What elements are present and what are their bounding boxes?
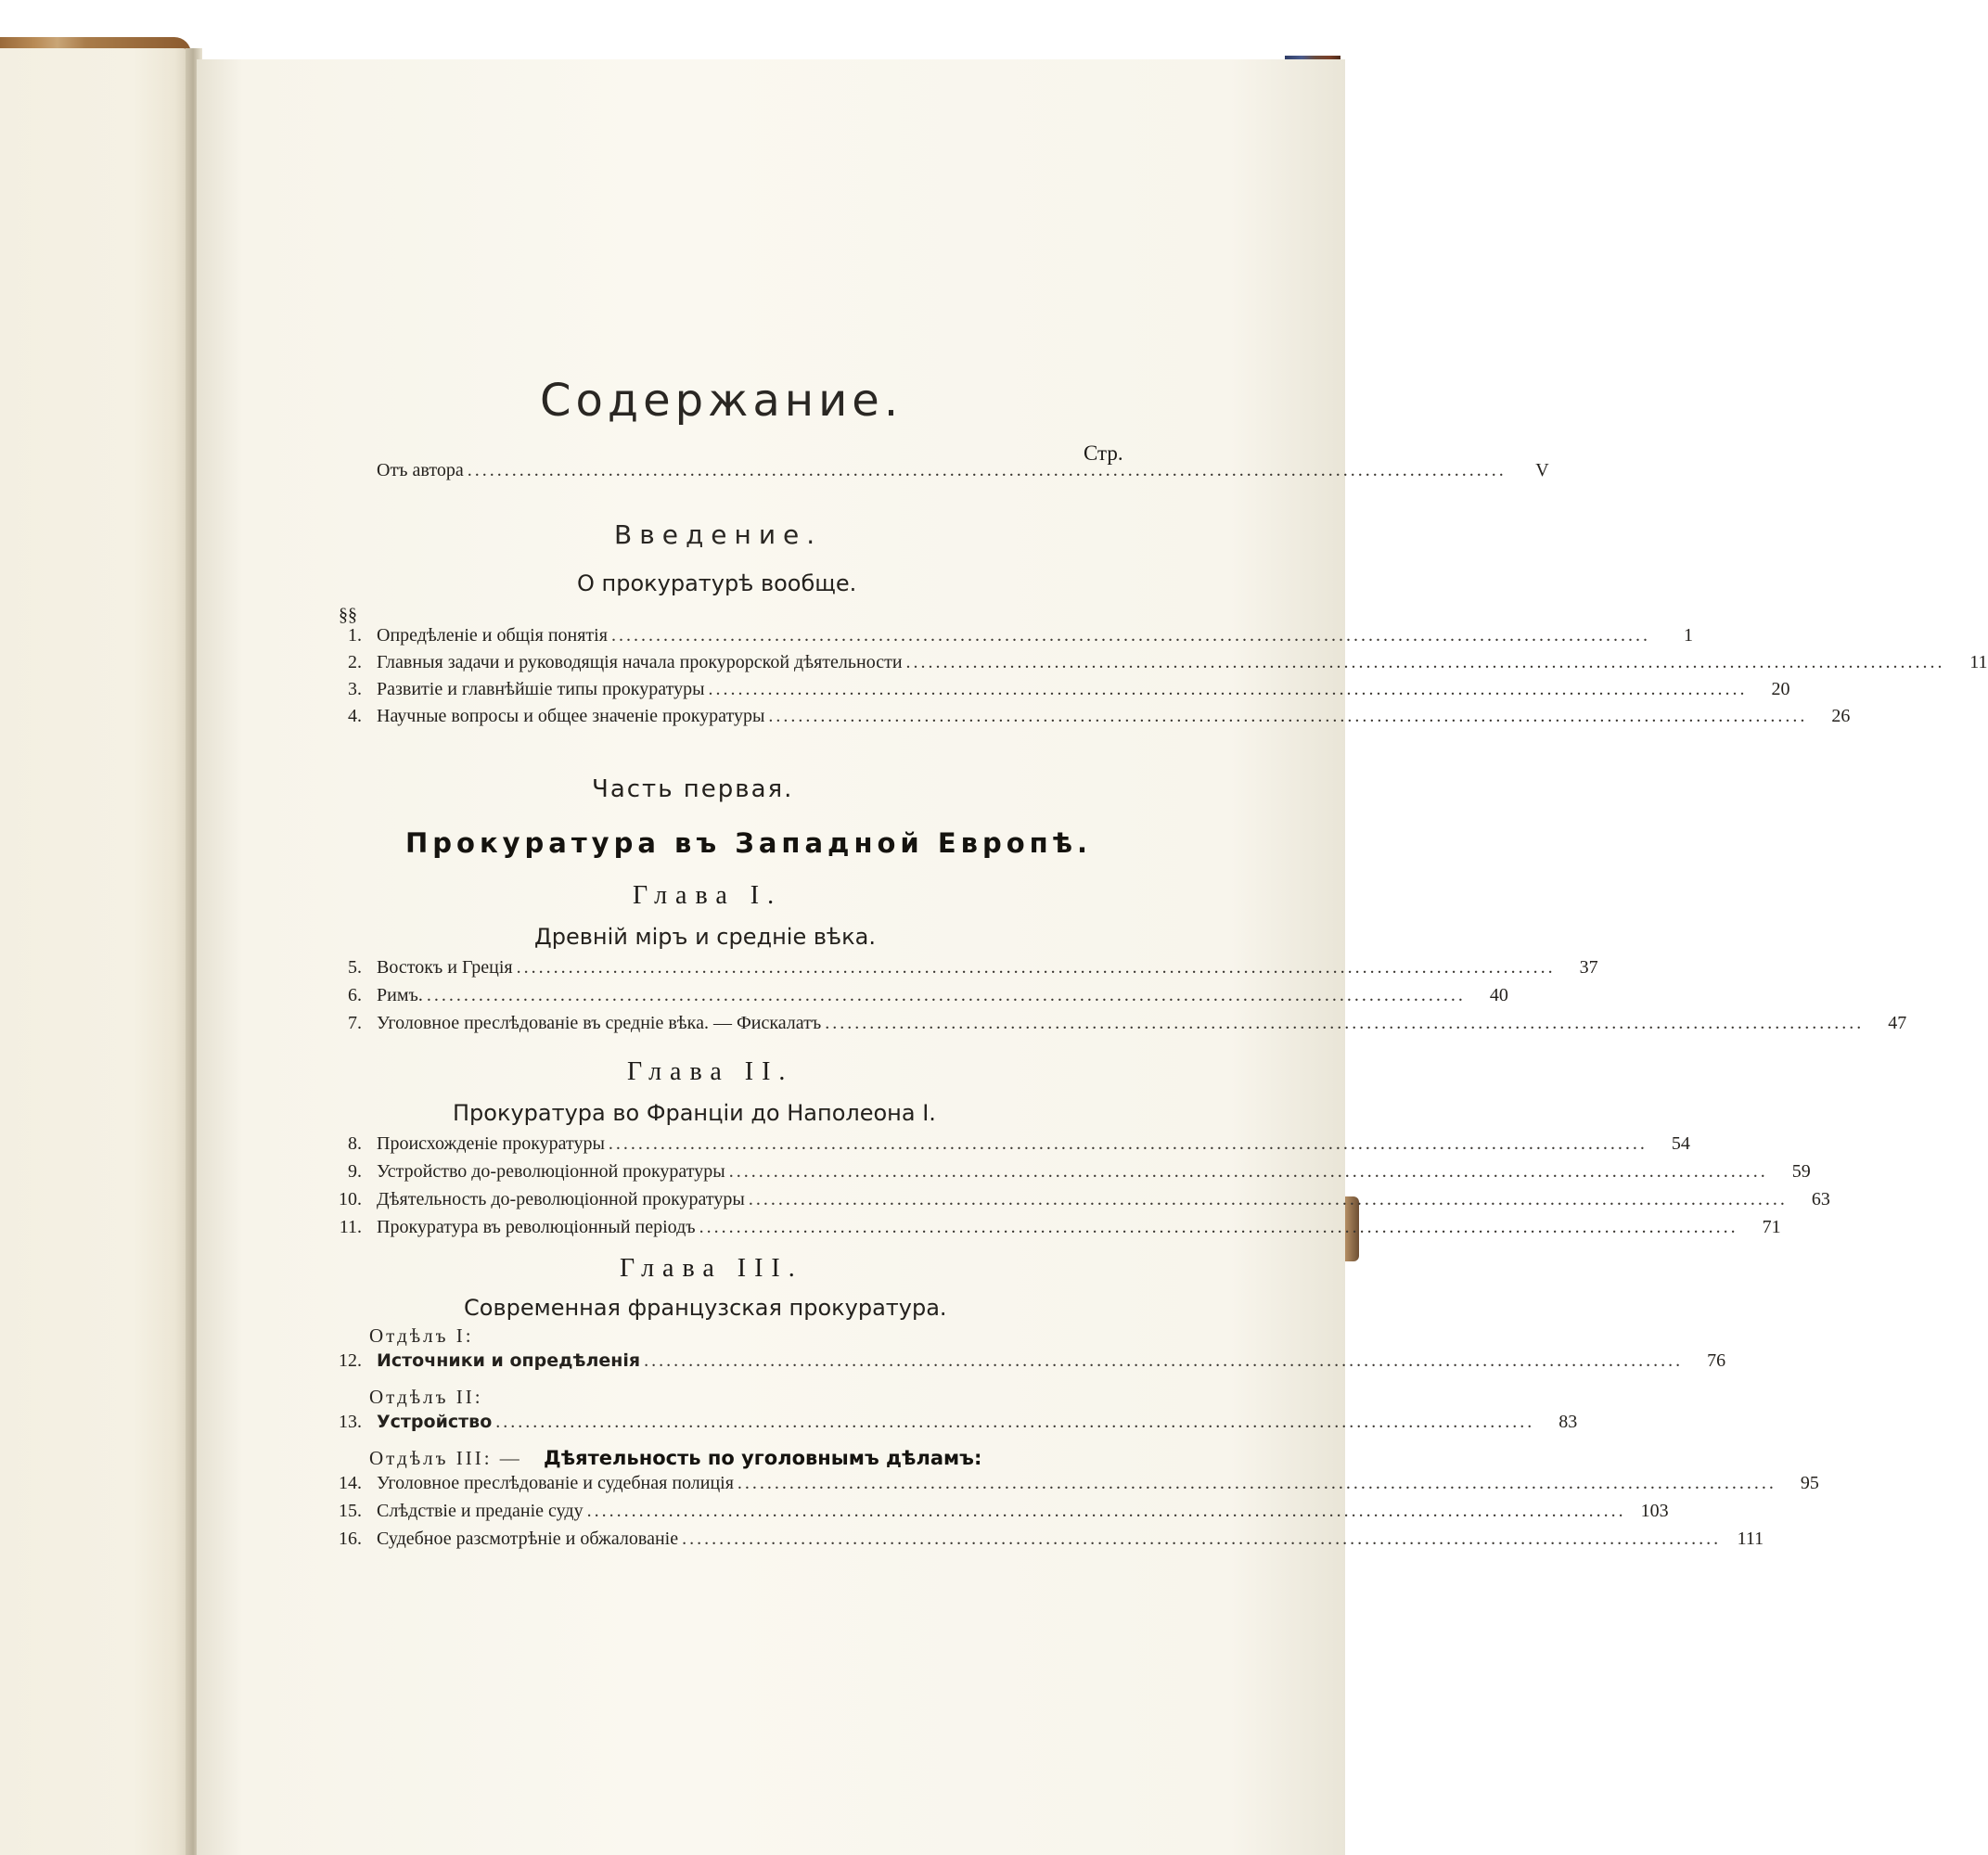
toc-entry-number: 3. xyxy=(348,679,362,699)
toc-entry[interactable] xyxy=(315,1217,1781,1245)
toc-entry-number: 10. xyxy=(339,1189,362,1209)
toc-entry-label: Востокъ и Греція xyxy=(377,957,513,978)
dot-leader: ............................................................................................................................................ xyxy=(467,460,1507,480)
toc-entry-page: 95 xyxy=(1800,1473,1819,1493)
chapter-heading: Глава I. xyxy=(633,881,783,910)
toc-entry[interactable] xyxy=(315,1473,1819,1501)
left-page xyxy=(0,48,190,1855)
toc-entry-label: Научные вопросы и общее значеніе прокуратуры xyxy=(377,706,765,726)
toc-entry[interactable] xyxy=(315,1501,1669,1529)
toc-entry-label: Устройство xyxy=(377,1412,493,1432)
toc-entry-number: 9. xyxy=(348,1161,362,1182)
page-column-label: Стр. xyxy=(1084,441,1123,465)
dot-leader: ............................................................................................................................................ xyxy=(586,1501,1626,1521)
toc-entry-page: 1 xyxy=(1683,625,1693,646)
toc-entry[interactable] xyxy=(315,625,1693,653)
chapter-heading: Глава II. xyxy=(627,1057,794,1086)
dot-leader: ............................................................................................................................................ xyxy=(682,1529,1722,1549)
part-heading: Часть первая. xyxy=(592,775,794,803)
toc-entry[interactable] xyxy=(315,985,1508,1013)
toc-entry[interactable] xyxy=(315,1013,1907,1041)
toc-entry-label: Дѣятельность до-революціонной прокуратуры xyxy=(377,1189,745,1209)
toc-entry-number: 7. xyxy=(348,1013,362,1033)
chapter-heading: Глава III. xyxy=(620,1254,803,1283)
toc-entry[interactable] xyxy=(315,957,1598,985)
part-title: Прокуратура въ Западной Европѣ. xyxy=(405,827,1093,859)
toc-entry-page: 47 xyxy=(1888,1013,1907,1033)
dot-leader: ............................................................................................................................................ xyxy=(825,1013,1865,1033)
dot-leader: ............................................................................................................................................ xyxy=(516,957,1556,978)
dot-leader: ............................................................................................................................................ xyxy=(905,652,1945,672)
toc-entry-label: Уголовное преслѣдованіе въ средніе вѣка. — Фискалатъ xyxy=(377,1013,822,1033)
intro-heading: Введение. xyxy=(614,519,823,550)
dot-leader: ............................................................................................................................................ xyxy=(608,1133,1648,1154)
toc-entry-label: Отъ автора xyxy=(377,460,464,480)
dot-leader: ............................................................................................................................................ xyxy=(728,1161,1768,1182)
toc-entry-number: 2. xyxy=(348,652,362,672)
toc-entry-number: 14. xyxy=(339,1473,362,1493)
toc-entry-number: 15. xyxy=(339,1501,362,1521)
dot-leader: ............................................................................................................................................ xyxy=(699,1217,1738,1237)
toc-entry[interactable] xyxy=(315,1350,1726,1378)
section-title: Дѣятельность по уголовнымъ дѣламъ: xyxy=(544,1447,982,1469)
section-marks: §§ xyxy=(339,605,357,625)
toc-entry-number: 11. xyxy=(339,1217,362,1237)
toc-entry-number: 13. xyxy=(339,1412,362,1432)
chapter-subheading: Прокуратура во Франціи до Наполеона I. xyxy=(453,1100,936,1126)
toc-entry-number: 12. xyxy=(339,1350,362,1371)
toc-entry-page: 54 xyxy=(1671,1133,1690,1154)
toc-entry[interactable] xyxy=(315,1529,1764,1556)
toc-entry-label: Происхожденіе прокуратуры xyxy=(377,1133,605,1154)
toc-entry[interactable] xyxy=(315,706,1851,734)
toc-entry-page: 26 xyxy=(1831,706,1851,726)
toc-entry-page: 76 xyxy=(1707,1350,1726,1371)
toc-entry-page: 103 xyxy=(1640,1501,1669,1521)
dot-leader: ............................................................................................................................................ xyxy=(644,1350,1684,1371)
toc-entry-label: Уголовное преслѣдованіе и судебная полиція xyxy=(377,1473,734,1493)
toc-entry[interactable] xyxy=(315,1161,1811,1189)
toc-entry-page: 59 xyxy=(1791,1161,1811,1182)
toc-entry-number: 1. xyxy=(348,625,362,646)
toc-entry-number: 6. xyxy=(348,985,362,1005)
toc-entry[interactable] xyxy=(315,679,1790,707)
dot-leader: ............................................................................................................................................ xyxy=(768,706,1808,726)
dot-leader: ............................................................................................................................................ xyxy=(426,985,1466,1005)
section-label: Отдѣлъ III: — xyxy=(369,1447,522,1469)
intro-subheading: О прокуратурѣ вообще. xyxy=(577,570,857,596)
section-label: Отдѣлъ I: xyxy=(369,1324,474,1347)
toc-entry[interactable] xyxy=(315,1133,1690,1161)
toc-entry-number: 5. xyxy=(348,957,362,978)
dot-leader: ............................................................................................................................................ xyxy=(748,1189,1788,1209)
toc-entry-label: Опредѣленіе и общія понятія xyxy=(377,625,608,646)
toc-entry-page: V xyxy=(1535,460,1549,480)
dot-leader: ............................................................................................................................................ xyxy=(610,625,1650,646)
toc-entry-label: Прокуратура въ революціонный періодъ xyxy=(377,1217,696,1237)
section-label: Отдѣлъ II: xyxy=(369,1386,483,1408)
dot-leader: ............................................................................................................................................ xyxy=(737,1473,1776,1493)
toc-entry-number: 8. xyxy=(348,1133,362,1154)
toc-entry[interactable] xyxy=(315,1412,1578,1439)
dot-leader: ............................................................................................................................................ xyxy=(495,1412,1535,1432)
toc-entry-page: 20 xyxy=(1771,679,1790,699)
toc-entry-preface[interactable] xyxy=(330,460,1549,488)
chapter-subheading: Современная французская прокуратура. xyxy=(464,1295,947,1321)
page-title: Содержание. xyxy=(540,375,904,427)
chapter-subheading: Древній міръ и средніе вѣка. xyxy=(534,924,876,950)
toc-entry-page: 71 xyxy=(1762,1217,1781,1237)
toc-entry-label: Римъ. xyxy=(377,985,423,1005)
toc-entry-number: 4. xyxy=(348,706,362,726)
toc-entry-label: Устройство до-революціонной прокуратуры xyxy=(377,1161,725,1182)
toc-entry-number: 16. xyxy=(339,1529,362,1549)
toc-entry-label: Главныя задачи и руководящія начала прокурорской дѣятельности xyxy=(377,652,903,672)
toc-entry-label: Слѣдствіе и преданіе суду xyxy=(377,1501,584,1521)
dot-leader: ............................................................................................................................................ xyxy=(708,679,1748,699)
toc-entry-label: Источники и опредѣленія xyxy=(377,1350,641,1371)
toc-entry-page: 83 xyxy=(1558,1412,1578,1432)
toc-entry-page: 11 xyxy=(1969,652,1988,672)
toc-entry-page: 40 xyxy=(1489,985,1508,1005)
toc-entry-page: 63 xyxy=(1811,1189,1830,1209)
toc-entry[interactable] xyxy=(315,1189,1830,1217)
toc-entry-label: Судебное разсмотрѣніе и обжалованіе xyxy=(377,1529,679,1549)
toc-entry-page: 37 xyxy=(1579,957,1598,978)
toc-entry[interactable] xyxy=(315,652,1988,680)
toc-entry-page: 111 xyxy=(1737,1529,1764,1549)
toc-entry-label: Развитіе и главнѣйшіе типы прокуратуры xyxy=(377,679,705,699)
